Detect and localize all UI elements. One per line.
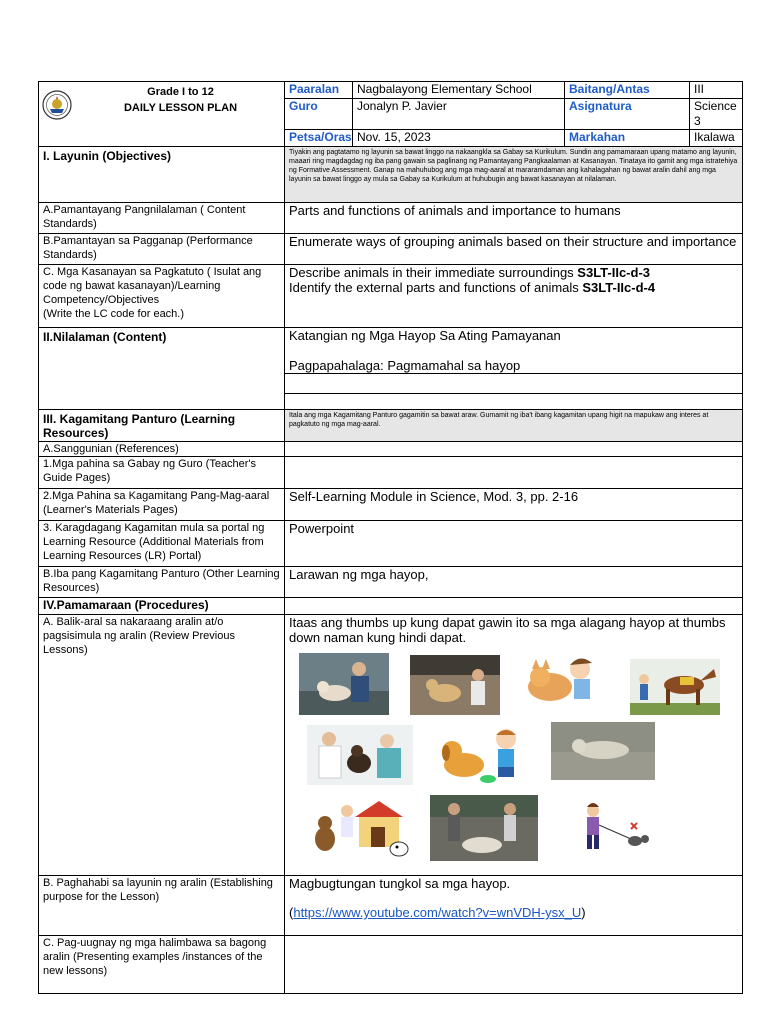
boy-hugging-cat-clipart: [518, 651, 604, 713]
other-resources-value: Larawan ng mga hayop,: [285, 567, 743, 598]
purpose-text: Magbugtungan tungkol sa mga hayop.: [289, 876, 511, 891]
other-resources-label: B.Iba pang Kagamitang Panturo (Other Learning Resources): [39, 567, 285, 598]
additional-materials-label: 3. Karagdagang Kagamitan mula sa portal ng Learning Resource (Additional Materials from Learning Resources (LR) Portal): [39, 521, 285, 567]
review-instruction: Itaas ang thumbs up kung dapat gawin ito sa mga alagang hayop at thumbs down naman kung hindi dapat.: [289, 615, 726, 645]
purpose-link-close: ): [581, 905, 586, 920]
people-hurting-dog-photo: [430, 795, 538, 861]
teacher-guide-value: [285, 457, 743, 489]
competency-2-code: S3LT-IIc-d-4: [582, 280, 656, 295]
purpose-link-open: (: [289, 905, 294, 920]
school-label: Paaralan: [285, 82, 353, 99]
procedures-heading-blank: [285, 598, 743, 615]
deped-seal-icon: [42, 90, 72, 120]
purpose-cell: [285, 876, 743, 936]
references-label: A.Sanggunian (References): [39, 442, 285, 457]
boy-feeding-dog-clipart: [434, 723, 530, 787]
content-blank-row-1: [285, 374, 743, 394]
objectives-heading: I. Layunin (Objectives): [39, 147, 285, 203]
competency-1-text: Describe animals in their immediate surroundings: [289, 265, 578, 280]
resources-note: Itala ang mga Kagamitang Panturo gagamitin sa bawat araw. Gumamit ng iba't ibang kagamitan upang higit na mapukaw ang interes at pagkatuto ng mga mag-aaral.: [285, 410, 743, 442]
learner-materials-label: 2.Mga Pahina sa Kagamitang Pang-Mag-aaral (Learner's Materials Pages): [39, 489, 285, 521]
youtube-link[interactable]: https://www.youtube.com/watch?v=wnVDH-ysx_U: [293, 905, 582, 920]
grade-level-label: Baitang/Antas: [565, 82, 690, 99]
date-value: Nov. 15, 2023: [353, 130, 565, 147]
learner-materials-value: Self-Learning Module in Science, Mod. 3, pp. 2-16: [285, 489, 743, 521]
examples-label: C. Pag-uugnay ng mga halimbawa sa bagong aralin (Presenting examples /instances of the new lessons): [39, 936, 285, 994]
vet-with-dog-photo: [299, 653, 389, 715]
family-with-doghouse-clipart: [311, 795, 411, 861]
content-standards-label: A.Pamantayang Pangnilalaman ( Content Standards): [39, 203, 285, 234]
content-topic-cell: [285, 328, 743, 374]
school-value: Nagbalayong Elementary School: [353, 82, 565, 99]
quarter-value: Ikalawa: [690, 130, 743, 147]
additional-materials-value: Powerpoint: [285, 521, 743, 567]
resources-heading: III. Kagamitang Panturo (Learning Resources): [39, 410, 285, 442]
performance-standards-label: B.Pamantayan sa Pagganap (Performance Standards): [39, 234, 285, 265]
content-heading: II.Nilalaman (Content): [39, 328, 285, 410]
date-label: Petsa/Oras: [285, 130, 353, 147]
purpose-label: B. Paghahabi sa layunin ng aralin (Establishing purpose for the Lesson): [39, 876, 285, 936]
man-with-horse-clipart: [630, 659, 720, 715]
grade-range: Grade I to 12: [147, 86, 214, 98]
content-standards-value: Parts and functions of animals and importance to humans: [285, 203, 743, 234]
subject-label: Asignatura: [565, 99, 690, 130]
content-blank-row-2: [285, 394, 743, 410]
people-with-dogs-photo: [410, 655, 500, 715]
competency-2-text: Identify the external parts and functions of animals: [289, 280, 583, 295]
values-integration: Pagpapahalaga: Pagmamahal sa hayop: [289, 358, 521, 373]
grade-level-value: III: [690, 82, 743, 99]
teacher-label: Guro: [285, 99, 353, 130]
review-label: A. Balik-aral sa nakaraang aralin at/o pagsisimula ng aralin (Review Previous Lessons): [39, 615, 285, 876]
vets-examining-dog-photo: [307, 725, 413, 785]
competencies-label: C. Mga Kasanayan sa Pagkatuto ( Isulat ang code ng bawat kasanayan)/Learning Competency/Objectives (Write the LC code for each.): [39, 265, 285, 328]
references-value: [285, 442, 743, 457]
daily-lesson-plan-table: [38, 81, 743, 994]
procedures-heading: IV.Pamamaraan (Procedures): [39, 598, 285, 615]
competency-1-code: S3LT-IIc-d-3: [577, 265, 651, 280]
dead-dog-on-ground-photo: [551, 722, 655, 780]
performance-standards-value: Enumerate ways of grouping animals based on their structure and importance: [285, 234, 743, 265]
plan-title: DAILY LESSON PLAN: [123, 102, 238, 114]
review-cell: [285, 615, 743, 876]
header-title-cell: [39, 82, 285, 147]
teacher-guide-label: 1.Mga pahina sa Gabay ng Guro (Teacher's Guide Pages): [39, 457, 285, 489]
animal-pictures: [289, 645, 738, 875]
objectives-note: Tiyakin ang pagtatamo ng layunin sa bawat linggo na nakaangkla sa Gabay sa Kurikulum. Sundin ang pamamaraan upang matamo ang layunin, maaari ring magdagdag ng iba pang gawain sa paglinang ng Pamantayang Pangkaalaman at Kasanayan. Tinataya ito gamit ang mga istratehiya ng Formative Assessment. Ganap na mahuhubog ang mga mag-aaral at mararamdaman ang kahalagahan ng bawat aralin dahil ang mga layunin sa bawat linggo ay mula sa Gabay sa Kurikulum at huhubugin ang bawat kasanayan at nilalaman.: [285, 147, 743, 203]
content-topic: Katangian ng Mga Hayop Sa Ating Pamayanan: [289, 328, 561, 343]
subject-value: Science 3: [690, 99, 743, 130]
teacher-value: Jonalyn P. Javier: [353, 99, 565, 130]
quarter-label: Markahan: [565, 130, 690, 147]
competencies-value: [285, 265, 743, 328]
person-walking-dog-clipart: [575, 801, 655, 855]
examples-value: [285, 936, 743, 994]
